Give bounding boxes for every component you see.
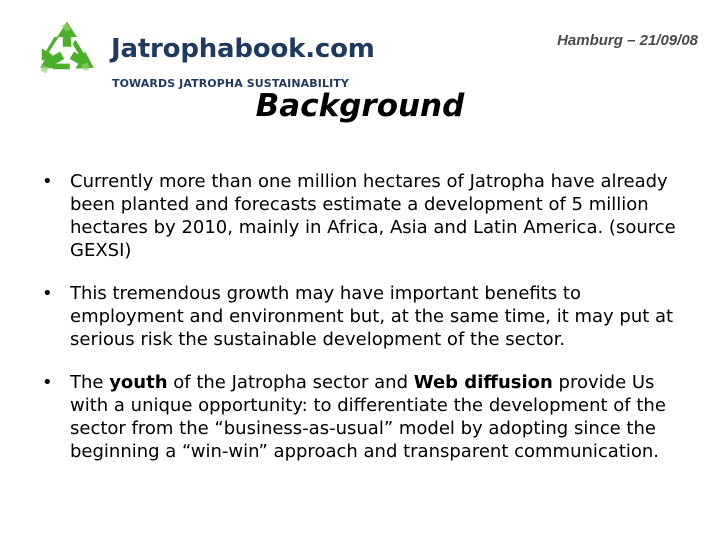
bullet-text-part: provide Us with a unique opportunity: to differentiate the development of the sector from the “business-as-usual” model by adopting since the beginning a “win-win” approach and transparent communication. — [70, 372, 666, 462]
bullet-text: This tremendous growth may have important benefits to employment and environment but, at the same time, it may put at serious risk the sustainable development of the sector. — [70, 283, 674, 350]
bullet-dot: • — [42, 283, 53, 304]
bullet-list — [30, 170, 685, 483]
bullet-emphasis: youth — [109, 372, 168, 393]
logo-title: Jatrophabook.com — [111, 34, 375, 64]
recycle-icon — [32, 16, 102, 86]
jatrophabook-logo — [32, 16, 382, 96]
bullet-item — [30, 170, 685, 262]
slide-title: Background — [255, 88, 465, 124]
bullet-item — [30, 371, 685, 463]
bullet-dot: • — [42, 171, 53, 192]
logo-tagline: TOWARDS JATROPHA SUSTAINABILITY — [112, 77, 349, 90]
location-date: Hamburg – 21/09/08 — [557, 32, 698, 49]
bullet-item — [30, 282, 685, 351]
bullet-text-part: The — [70, 372, 110, 393]
bullet-text: Currently more than one million hectares of Jatropha have already been planted and forecasts estimate a development of 5 million hectares by 2010, mainly in Africa, Asia and Latin America. (source GEXSI) — [70, 171, 676, 261]
bullet-emphasis: Web diffusion — [413, 372, 553, 393]
bullet-text-part: of the Jatropha sector and — [167, 372, 414, 393]
bullet-dot: • — [42, 372, 53, 393]
